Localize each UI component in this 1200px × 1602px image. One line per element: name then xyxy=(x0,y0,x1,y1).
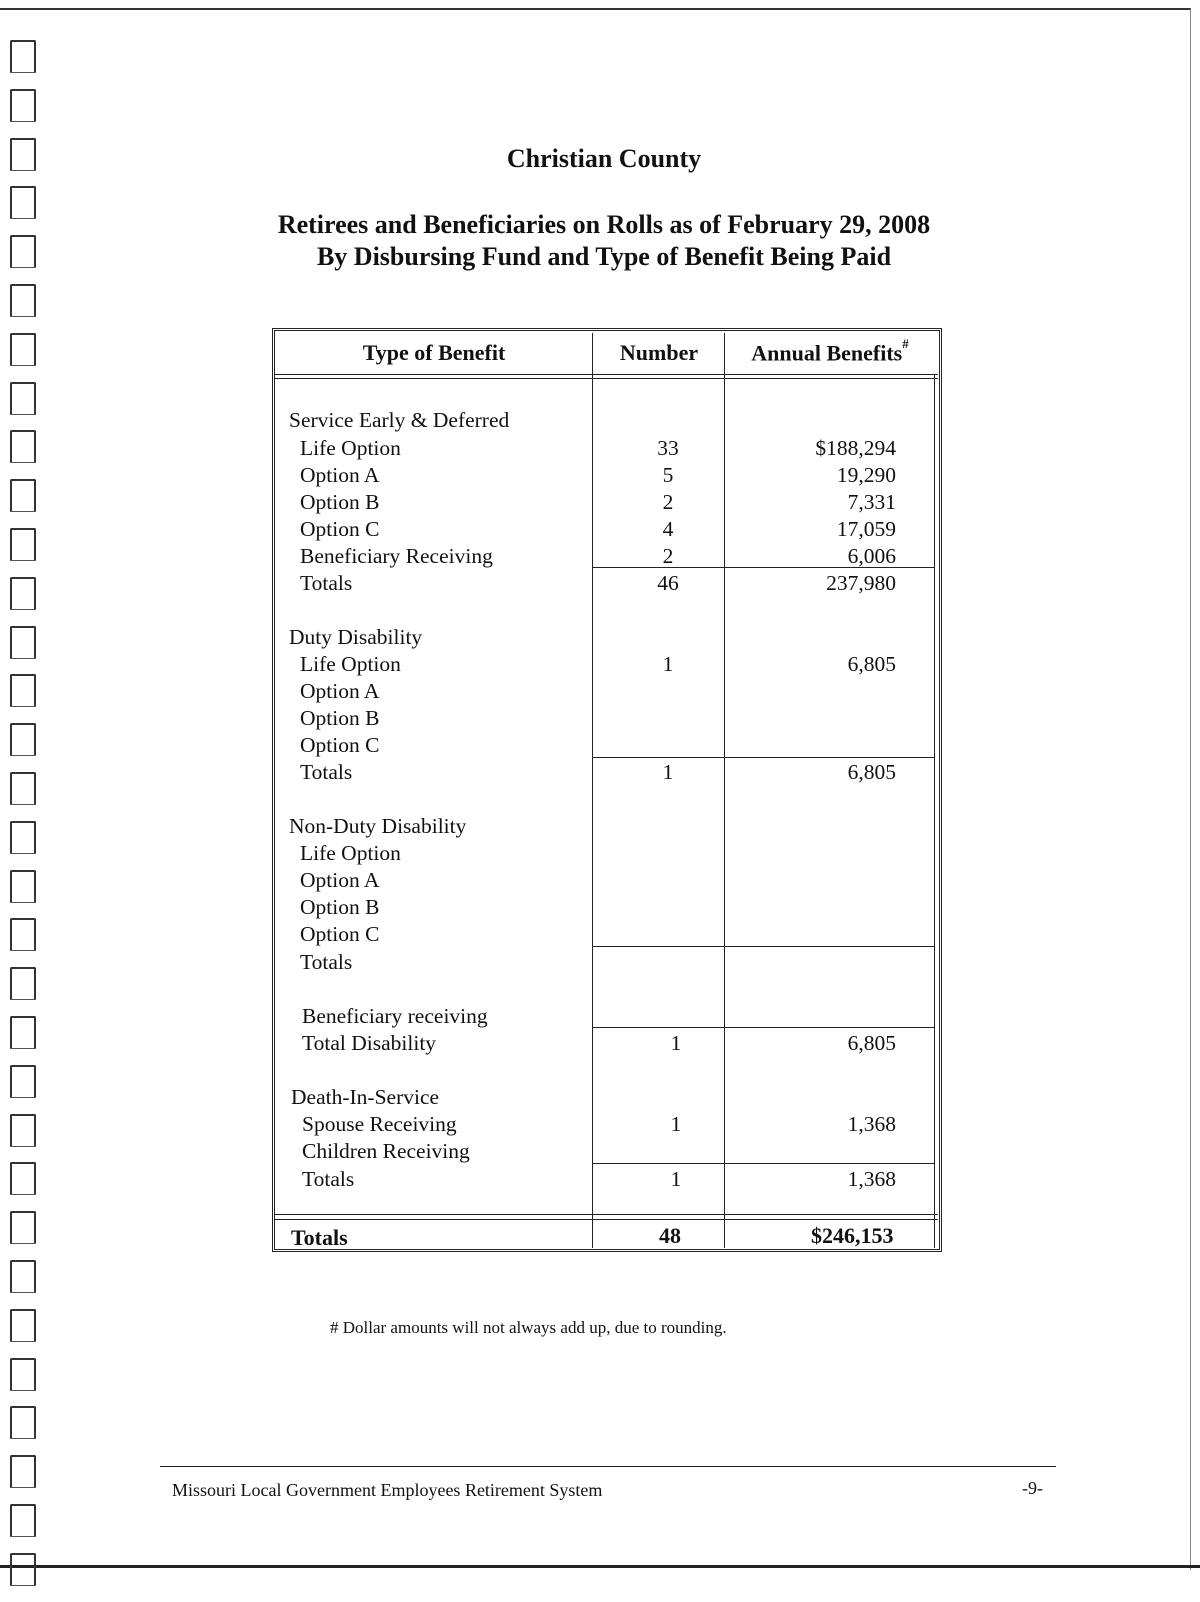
grand-total-rule xyxy=(275,1219,938,1220)
table-row xyxy=(0,652,1200,679)
header-divider xyxy=(275,374,938,375)
binding-ring xyxy=(10,1553,36,1586)
row-label: Total Disability xyxy=(302,1031,437,1055)
row-label: Life Option xyxy=(300,436,401,460)
annual-benefits-label: Annual Benefits xyxy=(751,340,903,366)
row-label: Totals xyxy=(302,1167,355,1191)
row-number: 5 xyxy=(662,463,674,487)
row-amount: 6,805 xyxy=(847,1031,896,1055)
section-heading: Duty Disability xyxy=(289,625,423,649)
section-heading: Service Early & Deferred xyxy=(289,408,510,432)
binding-ring xyxy=(10,40,36,73)
row-amount: 6,006 xyxy=(847,544,896,568)
binding-ring xyxy=(10,89,36,122)
report-title-line-2: By Disbursing Fund and Type of Benefit Being Paid xyxy=(316,242,892,271)
grand-total-rule xyxy=(275,1214,938,1215)
grand-total-amount: $246,153 xyxy=(811,1223,894,1248)
table-row xyxy=(0,544,1200,571)
footer-organization: Missouri Local Government Employees Retirement System xyxy=(172,1480,603,1500)
column-header-type: Type of Benefit xyxy=(362,340,506,365)
table-row xyxy=(0,463,1200,490)
row-label: Option B xyxy=(300,490,380,514)
row-amount: $188,294 xyxy=(815,436,896,460)
table-row xyxy=(0,895,1200,922)
table-row xyxy=(0,1004,1200,1031)
binding-ring xyxy=(10,1260,36,1293)
row-amount: 237,980 xyxy=(826,571,896,595)
row-label: Option B xyxy=(300,706,380,730)
page-number: -9- xyxy=(1022,1478,1043,1498)
row-number: 33 xyxy=(657,436,679,460)
row-label: Option C xyxy=(300,733,380,757)
binding-ring xyxy=(10,1406,36,1439)
row-label: Totals xyxy=(300,760,353,784)
row-number: 1 xyxy=(662,652,674,676)
row-number: 1 xyxy=(670,1167,682,1191)
grand-total-row xyxy=(277,1221,939,1249)
table-row xyxy=(0,733,1200,760)
row-label: Option B xyxy=(300,895,380,919)
row-label: Beneficiary Receiving xyxy=(300,544,493,568)
row-label: Option A xyxy=(300,868,380,892)
row-label: Option C xyxy=(300,517,380,541)
row-number: 2 xyxy=(662,490,674,514)
table-row xyxy=(0,1112,1200,1139)
table-row xyxy=(0,922,1200,949)
footnote: # Dollar amounts will not always add up, due to rounding. xyxy=(330,1318,727,1337)
table-row xyxy=(0,436,1200,463)
binding-ring xyxy=(10,1211,36,1244)
table-row xyxy=(0,814,1200,841)
row-label: Option A xyxy=(300,679,380,703)
grand-total-label: Totals xyxy=(291,1225,348,1250)
row-label: Option A xyxy=(300,463,380,487)
row-label: Beneficiary receiving xyxy=(302,1004,488,1028)
row-label: Option C xyxy=(300,922,380,946)
row-number: 46 xyxy=(657,571,679,595)
row-amount: 1,368 xyxy=(847,1112,896,1136)
table-row xyxy=(0,1139,1200,1166)
table-row xyxy=(0,868,1200,895)
section-heading: Death-In-Service xyxy=(291,1085,440,1109)
row-amount: 1,368 xyxy=(847,1167,896,1191)
table-row xyxy=(0,706,1200,733)
row-number: 4 xyxy=(662,517,674,541)
row-amount: 19,290 xyxy=(836,463,896,487)
table-row xyxy=(0,571,1200,598)
report-title-line-1: Retirees and Beneficiaries on Rolls as of February 29, 2008 xyxy=(277,210,931,239)
county-title: Christian County xyxy=(506,144,702,173)
section-heading: Non-Duty Disability xyxy=(289,814,467,838)
table-row xyxy=(0,490,1200,517)
row-number: 1 xyxy=(670,1031,682,1055)
table-row xyxy=(0,679,1200,706)
binding-ring xyxy=(10,1455,36,1488)
row-label: Spouse Receiving xyxy=(302,1112,457,1136)
binding-ring xyxy=(10,333,36,366)
table-row xyxy=(0,841,1200,868)
binding-ring xyxy=(10,1309,36,1342)
footer-rule xyxy=(160,1466,1056,1467)
table-row xyxy=(0,408,1200,435)
row-number: 1 xyxy=(662,760,674,784)
table-row xyxy=(0,950,1200,977)
row-number: 1 xyxy=(670,1112,682,1136)
column-header-annual-benefits xyxy=(726,336,934,366)
grand-total-number: 48 xyxy=(659,1223,681,1248)
table-row xyxy=(0,1031,1200,1058)
row-amount: 6,805 xyxy=(847,760,896,784)
row-label: Children Receiving xyxy=(302,1139,470,1163)
table-row xyxy=(0,1085,1200,1112)
row-label: Totals xyxy=(300,950,353,974)
page-bottom-edge xyxy=(0,1565,1200,1568)
row-number: 2 xyxy=(662,544,674,568)
table-row xyxy=(0,1167,1200,1194)
table-row xyxy=(0,760,1200,787)
column-header-number: Number xyxy=(619,340,699,365)
row-label: Life Option xyxy=(300,841,401,865)
table-row xyxy=(0,625,1200,652)
row-amount: 17,059 xyxy=(836,517,896,541)
header-divider xyxy=(275,378,938,379)
binding-ring xyxy=(10,1358,36,1391)
row-label: Life Option xyxy=(300,652,401,676)
row-label: Totals xyxy=(300,571,353,595)
row-amount: 7,331 xyxy=(847,490,896,514)
binding-ring xyxy=(10,284,36,317)
binding-ring xyxy=(10,1504,36,1537)
table-row xyxy=(0,517,1200,544)
row-amount: 6,805 xyxy=(847,652,896,676)
footnote-mark: # xyxy=(902,336,909,351)
